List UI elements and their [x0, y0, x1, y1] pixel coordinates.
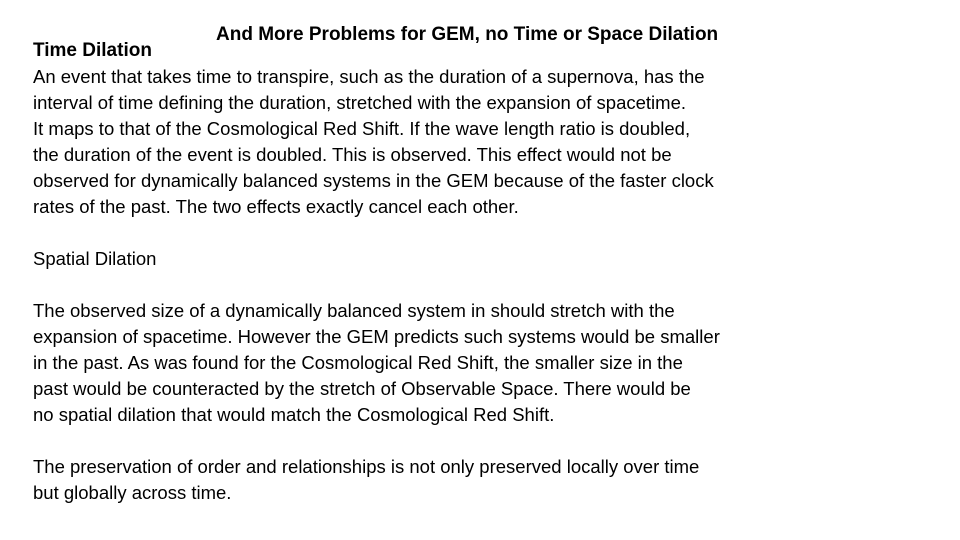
- time-dilation-line: observed for dynamically balanced systems in the GEM because of the faster clock: [33, 170, 714, 191]
- paragraph-gap: [33, 428, 913, 454]
- spatial-dilation-line: no spatial dilation that would match the Cosmological Red Shift.: [33, 404, 555, 425]
- time-dilation-line: It maps to that of the Cosmological Red Shift. If the wave length ratio is doubled,: [33, 118, 691, 139]
- paragraph-gap: [33, 220, 913, 246]
- paragraph-gap: [33, 272, 913, 298]
- conclusion-line: but globally across time.: [33, 482, 232, 503]
- slide-title: And More Problems for GEM, no Time or Space Dilation: [216, 24, 719, 45]
- spatial-dilation-line: expansion of spacetime. However the GEM predicts such systems would be smaller: [33, 326, 720, 347]
- time-dilation-heading: Time Dilation: [33, 40, 152, 61]
- conclusion-line: The preservation of order and relationships is not only preserved locally over time: [33, 456, 700, 477]
- time-dilation-line: An event that takes time to transpire, such as the duration of a supernova, has the: [33, 66, 705, 87]
- spatial-dilation-line: past would be counteracted by the stretch of Observable Space. There would be: [33, 378, 691, 399]
- spatial-dilation-line: in the past. As was found for the Cosmological Red Shift, the smaller size in the: [33, 352, 683, 373]
- slide-body: [33, 38, 913, 506]
- time-dilation-line: interval of time defining the duration, stretched with the expansion of spacetime.: [33, 92, 687, 113]
- spatial-dilation-heading: Spatial Dilation: [33, 248, 157, 269]
- spatial-dilation-line: The observed size of a dynamically balanced system in should stretch with the: [33, 300, 675, 321]
- time-dilation-line: rates of the past. The two effects exactly cancel each other.: [33, 196, 519, 217]
- time-dilation-line: the duration of the event is doubled. This is observed. This effect would not be: [33, 144, 672, 165]
